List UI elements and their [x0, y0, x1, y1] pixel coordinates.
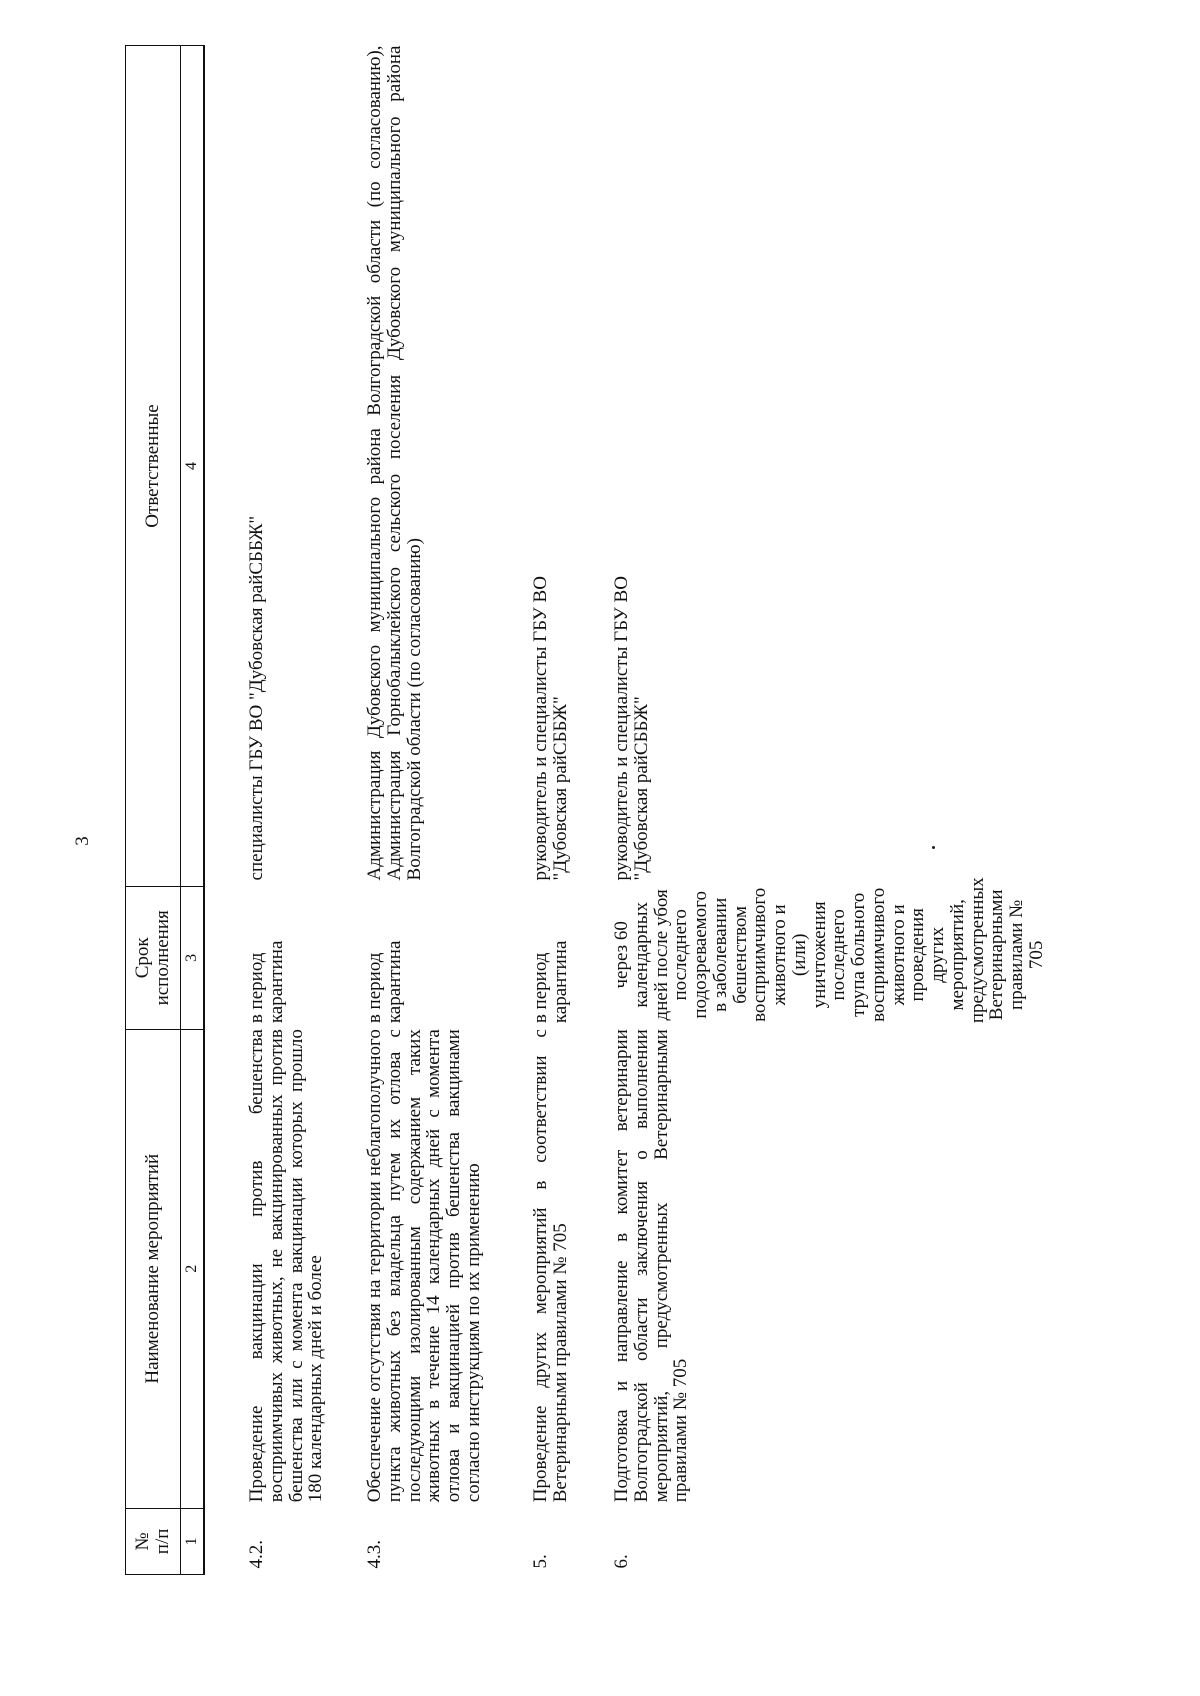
row-deadline: в период карантина: [364, 940, 405, 1024]
rotated-table-container: [125, 45, 1125, 1575]
header-number: № п/п: [126, 1508, 181, 1574]
scan-speck: [932, 846, 935, 849]
table-row: [243, 46, 361, 1575]
column-number: 3: [181, 886, 205, 1029]
table-row: [361, 46, 527, 1575]
responsible-line-1: руководитель и специалисты ГБУ ВО: [611, 576, 632, 881]
row-measure: Подготовка и направление в комитет ветеринарии Волгоградской области заключения о выполнении мероприятий, предусмотренных Ветеринарными правилами № 705: [611, 1029, 692, 1503]
table-row: [527, 46, 608, 1575]
column-number: 4: [181, 46, 205, 887]
column-number: 2: [181, 1029, 205, 1508]
table-row: [608, 46, 1047, 1575]
header-responsible: Ответственные: [126, 46, 181, 887]
row-deadline: в период карантина: [530, 940, 571, 1024]
row-responsible: [608, 46, 1047, 887]
row-number: 4.2.: [246, 1540, 267, 1569]
responsible-line-1: руководитель и специалисты ГБУ ВО: [530, 576, 551, 881]
row-number: 4.3.: [364, 1540, 385, 1569]
header-name: Наименование мероприятий: [126, 1029, 181, 1508]
row-number: 6.: [611, 1554, 632, 1569]
responsible-line-2: "Дубовская райСББЖ": [549, 696, 571, 881]
row-deadline: через 60 календарных дней после убоя последнего подозреваемого в заболевании бешенством восприимчивого животного и (или) уничтожения последнего трупа больного восприимчивого животного и проведения других мероприятий, предусмотренных Ветеринарными правилами № 705: [611, 877, 1047, 1024]
measures-table: [125, 45, 1047, 1575]
row-deadline: в период карантина: [246, 940, 287, 1024]
row-number: 5.: [530, 1554, 551, 1569]
row-responsible: Администрация Дубовского муниципального района Волгоградской области (по согласованию), Администрация Горнобалыклейского сельского поселения Дубовского муниципального района Волгоградской области (по согласованию): [364, 45, 425, 881]
column-number: 1: [181, 1508, 205, 1574]
row-responsible: специалисты ГБУ ВО "Дубовская райСББЖ": [246, 515, 267, 881]
row-responsible: [527, 46, 608, 887]
header-deadline: Срок исполнения: [126, 886, 181, 1029]
row-measure: Обеспечение отсутствия на территории неблагополучного пункта животных без владельца путем их отлова с последующими изолированным содержанием таких животных в течение 14 календарных дней с момента отлова и вакцинацией против бешенства вакцинами согласно инструкциям по их применению: [364, 1029, 484, 1503]
responsible-line-2: "Дубовская райСББЖ": [630, 696, 652, 881]
row-measure: Проведение других мероприятий в соответствии с Ветеринарными правилами № 705: [530, 1029, 571, 1503]
row-measure: Проведение вакцинации против бешенства восприимчивых животных, не вакцинированных против бешенства или с момента вакцинации которых прошло 180 календарных дней и более: [246, 1029, 327, 1503]
page-number: 3: [71, 836, 93, 846]
